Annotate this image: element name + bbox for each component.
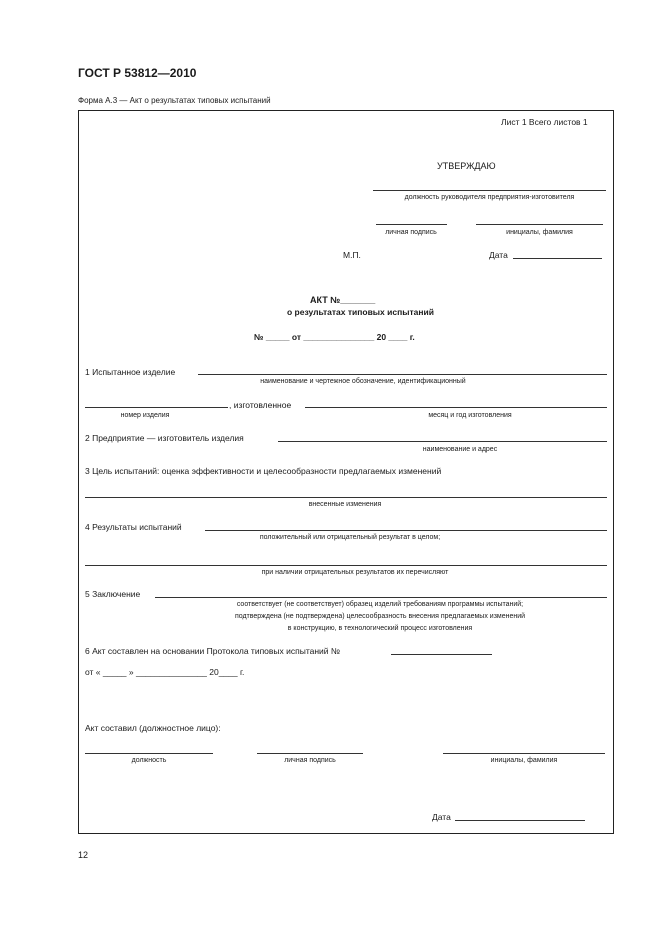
approve-name-hint: инициалы, фамилия [506, 229, 573, 236]
s4-label: 4 Результаты испытаний [85, 522, 182, 532]
s4-line2[interactable] [85, 565, 607, 566]
s1-label: 1 Испытанное изделие [85, 367, 176, 377]
approve-title: УТВЕРЖДАЮ [437, 161, 496, 171]
s2-label: 2 Предприятие — изготовитель изделия [85, 433, 244, 443]
s4-hint1: положительный или отрицательный результат в целом; [259, 534, 441, 541]
s1-product-line[interactable] [198, 374, 607, 375]
stamp-label: М.П. [343, 250, 361, 260]
s3-hint: внесенные изменения [308, 501, 382, 508]
position-hint: должность руководителя предприятия-изготовителя [404, 194, 575, 201]
s4-hint2: при наличии отрицательных результатов их перечисляют [261, 569, 449, 576]
s1-date-line[interactable] [305, 407, 607, 408]
s5-hint3: в конструкцию, в технологический процесс изготовления [287, 625, 473, 632]
act-number-line: № _____ от _______________ 20 ____ г. [254, 332, 415, 342]
approve-date-label: Дата [489, 250, 508, 260]
s1-manufactured: , изготовленное [229, 400, 292, 410]
compiled-position-hint: должность [131, 757, 167, 764]
compiled-name-hint: инициалы, фамилия [490, 757, 558, 764]
compiled-position-line[interactable] [85, 753, 213, 754]
s5-line[interactable] [155, 597, 607, 598]
s6-from: от « _____ » _______________ 20____ г. [85, 667, 245, 677]
s4-line[interactable] [205, 530, 607, 531]
s3-line[interactable] [85, 497, 607, 498]
s2-hint: наименование и адрес [422, 446, 498, 453]
s1-number-hint: номер изделия [120, 412, 170, 419]
form-caption: Форма А.3 — Акт о результатах типовых испытаний [78, 96, 271, 105]
compiled-name-line[interactable] [443, 753, 605, 754]
standard-title: ГОСТ Р 53812—2010 [78, 66, 197, 80]
sheet-info: Лист 1 Всего листов 1 [501, 117, 588, 127]
compiled-label: Акт составил (должностное лицо): [85, 723, 221, 733]
position-line[interactable] [373, 190, 606, 191]
approve-name-line[interactable] [476, 224, 603, 225]
s5-hint2: подтверждена (не подтверждена) целесообразность внесения предлагаемых изменений [234, 613, 526, 620]
approve-date-line[interactable] [513, 258, 602, 259]
s3-label: 3 Цель испытаний: оценка эффективности и целесообразности предлагаемых изменений [85, 466, 442, 476]
s5-hint1: соответствует (не соответствует) образец изделий требованиям программы испытаний; [236, 601, 524, 608]
act-title: АКТ №_______ [310, 295, 376, 305]
s6-protocol-line[interactable] [391, 654, 492, 655]
approve-signature-line[interactable] [376, 224, 447, 225]
compiled-signature-hint: личная подпись [284, 757, 336, 764]
s1-hint: наименование и чертежное обозначение, идентификационный [260, 378, 466, 385]
compiled-signature-line[interactable] [257, 753, 363, 754]
s2-line[interactable] [278, 441, 607, 442]
page-number: 12 [78, 850, 89, 860]
date-label: Дата [432, 812, 451, 822]
s6-label: 6 Акт составлен на основании Протокола типовых испытаний № [85, 646, 341, 656]
s1-date-hint: месяц и год изготовления [428, 412, 512, 419]
date-line[interactable] [455, 820, 585, 821]
s1-number-line[interactable] [85, 407, 228, 408]
approve-signature-hint: личная подпись [385, 229, 437, 236]
act-subtitle: о результатах типовых испытаний [287, 307, 434, 317]
s5-label: 5 Заключение [85, 589, 141, 599]
